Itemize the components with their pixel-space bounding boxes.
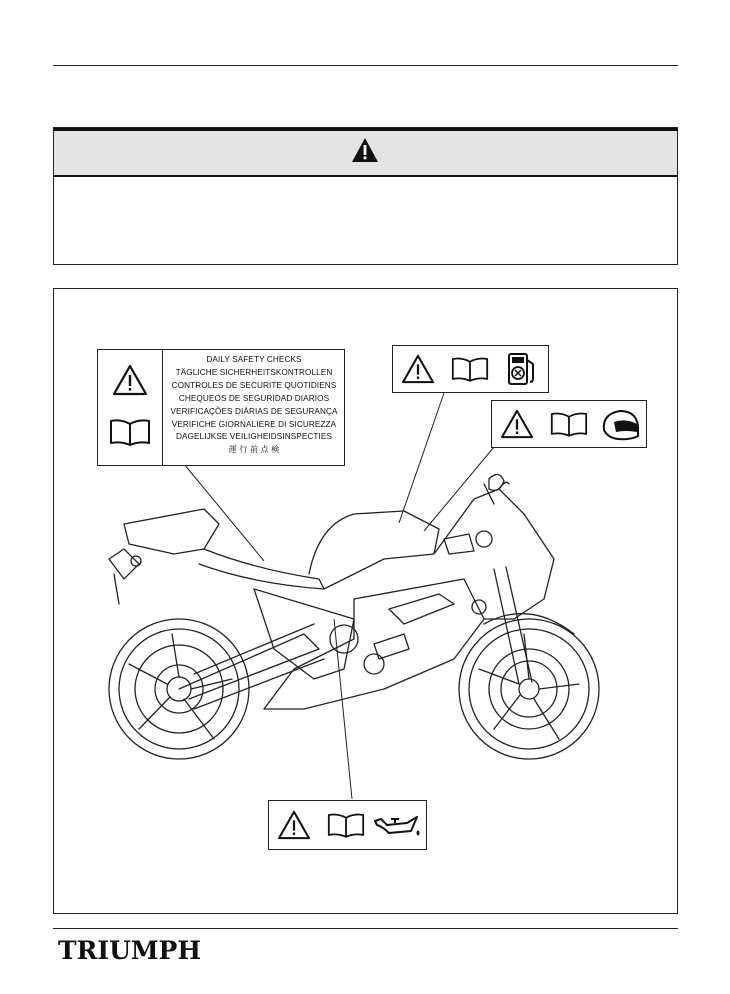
label-divider — [162, 350, 163, 465]
helmet-icon — [600, 408, 640, 442]
fuel-label — [392, 345, 549, 393]
oil-label — [268, 800, 427, 850]
warning-triangle-icon — [351, 137, 379, 163]
helmet-label — [491, 400, 647, 448]
leader-line-daily — [184, 464, 264, 561]
warning-triangle-icon — [401, 354, 435, 384]
open-book-icon — [109, 418, 151, 446]
leader-line-fuel — [399, 393, 444, 523]
daily-safety-checks-label — [97, 349, 345, 466]
oil-can-icon — [373, 813, 421, 839]
logo-text: TRIUMPH — [58, 936, 201, 965]
warning-header — [54, 128, 677, 177]
daily-line-es: CHEQUEOS DE SEGURIDAD DIARIOS — [178, 393, 330, 403]
daily-line-ja: 運 行 前 点 検 — [228, 445, 280, 455]
warning-box — [53, 127, 678, 265]
daily-checks-text — [164, 354, 344, 457]
leader-line-helmet — [424, 447, 494, 531]
daily-line-en: DAILY SAFETY CHECKS — [206, 355, 302, 364]
open-book-icon — [451, 356, 489, 382]
daily-line-nl: DAGELIJKSE VEILIGHEIDSINSPECTIES — [175, 432, 333, 442]
daily-line-pt: VERIFICAÇÕES DIÁRIAS DE SEGURANÇA — [170, 406, 338, 416]
warning-triangle-icon — [500, 409, 534, 439]
figure-box — [53, 288, 678, 914]
warning-triangle-icon — [112, 364, 148, 396]
leader-line-oil — [334, 619, 352, 799]
warning-triangle-icon — [277, 810, 311, 840]
open-book-icon — [550, 411, 588, 437]
fuel-pump-icon — [507, 352, 537, 386]
open-book-icon — [327, 812, 365, 838]
header-rule — [53, 65, 678, 66]
daily-line-de: TÄGLICHE SICHERHEITSKONTROLLEN — [175, 367, 333, 377]
daily-line-fr: CONTROLES DE SECURITE QUOTIDIENS — [171, 380, 337, 390]
footer-rule — [53, 928, 678, 929]
triumph-logo — [58, 936, 201, 965]
daily-line-it: VERIFICHE GIORNALIERE DI SICUREZZA — [171, 419, 337, 429]
